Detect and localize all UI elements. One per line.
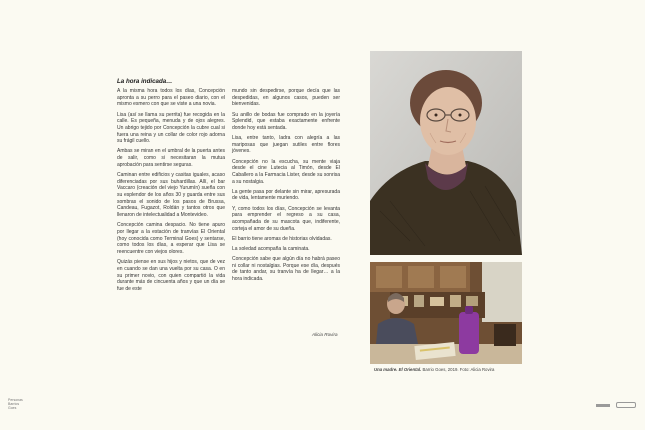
author-signature: Alicia Rovira xyxy=(312,332,338,337)
partner-logo xyxy=(616,402,636,408)
footer-line: Barrios xyxy=(8,402,20,407)
paragraph: Quizás piense en sus hijos y nietos, que de vez en cuando se dan una vuelta por su casa. O en su primer novio, con quien compartió la vida durante más de cincuenta años y que un día se fue de este xyxy=(117,259,225,292)
interior-illustration xyxy=(370,262,522,364)
paragraph: Y, como todos los días, Concepción se levanta para emprender el regreso a su casa, acompañada de su mascota que, indiferente, corteja el amor de su dueña. xyxy=(232,205,340,232)
footer-line: Personas xyxy=(8,398,23,402)
article-heading: La hora indicada… xyxy=(117,78,173,85)
article-column-1 xyxy=(117,88,225,296)
photo-caption xyxy=(374,367,494,372)
paragraph: Concepción sabe que algún día no habrá paseo ni collar ni nostalgias. Porque ese día, después de tanto andar, su tranvía ha de llegar… a la hora indicada. xyxy=(232,255,340,282)
paragraph: Lisa, entre tanto, ladra con alegría a las mariposas que juegan sutiles entre flores jóvenes. xyxy=(232,135,340,155)
footer-left xyxy=(8,398,23,411)
paragraph: Concepción no la escucha, su mente viaja desde el cine Lutecia al Timón, desde El Caballero a la Farmacia Lister, desde su sonrisa a su nostalgia. xyxy=(232,158,340,185)
paragraph: Caminan entre edificios y casitas iguales, acaso diferenciadas por sus buhardillas. Allí, el bar Vaccaro (creación del viejo Yurumín) sueña con su esplendor de los años 30 y guarda entre sus sombras el sonido de los pasos de Brussa, Candeau, Fugazot, Roldán y tantos otros que llenaron de intelectualidad a Montevideo. xyxy=(117,171,225,219)
paragraph: A la misma hora todos los días, Concepción apronta a su perro para el paseo diario, con el mismo esmero con que se viste a una novia. xyxy=(117,88,225,108)
portrait-photo xyxy=(370,51,522,255)
institution-logo xyxy=(596,404,610,407)
caption-title: Una madre. El Oriental. xyxy=(374,367,422,372)
portrait-illustration xyxy=(370,51,522,255)
footer-logos xyxy=(596,402,636,408)
paragraph: Lisa (así se llama su perrita) fue recogida en la calle. Es pequeña, menuda y de ojos alegres. Un abrigo tejido por Concepción la cubre cual si fuera una reina y un collar de color rojo adorna su frágil cuello. xyxy=(117,111,225,145)
article-column-2 xyxy=(232,88,340,286)
paragraph: Ambas se miran en el umbral de la puerta antes de salir, como si necesitaran la mutua aprobación para sentirse seguras. xyxy=(117,148,225,168)
paragraph: Su anillo de bodas fue comprado en la joyería Splendid, que estaba exactamente enfrente donde hoy está sentada. xyxy=(232,111,340,131)
paragraph: La gente pasa por delante sin mirar, apresurada de vida, lentamente muriendo. xyxy=(232,188,340,202)
paragraph: mundo sin despedirse, porque decía que las despedidas, en algunos casos, pueden ser bienvenidas. xyxy=(232,88,340,108)
interior-photo xyxy=(370,262,522,364)
paragraph: La soledad acompaña la caminata. xyxy=(232,245,310,252)
paragraph: El barrio tiene aromas de historias olvidadas. xyxy=(232,235,332,242)
caption-text: Barrio Goes, 2019. Foto: Alicia Rovira xyxy=(421,367,495,372)
footer-line: Goes xyxy=(8,406,17,411)
paragraph: Concepción camina despacio. No tiene apuro por llegar a la estación de tranvías El Oriental (hoy conocida como Terminal Goes) y sentarse, como todos los días, a esperar que Lisa se reencuentre con viejos olores. xyxy=(117,222,225,256)
